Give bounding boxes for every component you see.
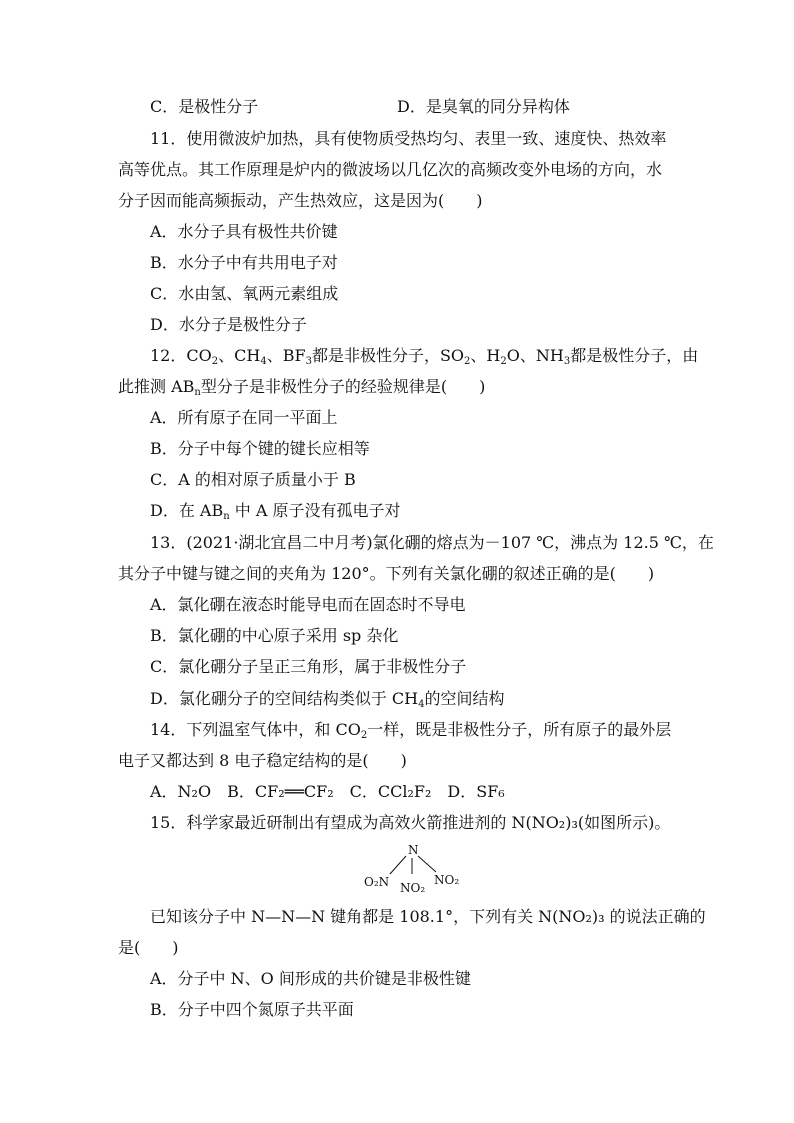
q15-option-a: A．分子中 N、O 间形成的共价键是非极性键: [150, 969, 471, 988]
q13-option-b: B．氯化硼的中心原子采用 sp 杂化: [150, 626, 399, 645]
q11-stem-line2: 高等优点。其工作原理是炉内的微波场以几亿次的高频改变外电场的方向，水: [118, 160, 663, 179]
q13-option-a: A．氯化硼在液态时能导电而在固态时不导电: [150, 595, 466, 614]
q14-stem-line1: 14．下列温室气体中，和 $CO_2$一样，既是非极性分子，所有原子的最外层: [150, 720, 672, 741]
q10-option-d: D．是臭氧的同分异构体: [397, 97, 570, 116]
q12-option-a: A．所有原子在同一平面上: [150, 408, 338, 427]
q15-stem-line2: 已知该分子中 N—N—N 键角都是 108.1°，下列有关 N(NO₂)₃ 的说法正确的: [150, 907, 706, 926]
q15-stem-line3: 是( ): [118, 938, 179, 957]
q12-stem-line1: 12．$CO_2$、$CH_4$、$BF_3$都是非极性分子，$SO_2$、$H_2O$、$NH_3$都是极性分子，由: [150, 346, 699, 367]
diagram-center-atom: N: [408, 843, 419, 857]
q11-stem-line3: 分子因而能高频振动，产生热效应，这是因为( ): [118, 191, 483, 210]
q12-option-c: C．A 的相对原子质量小于 B: [150, 470, 356, 489]
diagram-bond-left: [390, 856, 406, 874]
q11-option-c: C．水由氢、氧两元素组成: [150, 284, 339, 303]
diagram-bottom-group: NO₂: [400, 881, 426, 895]
q10-option-c: C．是极性分子: [150, 97, 259, 116]
q12-option-b: B．分子中每个键的键长应相等: [150, 439, 370, 458]
q12-option-d: D．在 $AB_n$ 中 A 原子没有孤电子对: [150, 501, 401, 522]
diagram-right-group: NO₂: [434, 873, 460, 887]
q15-option-b: B．分子中四个氮原子共平面: [150, 1000, 354, 1019]
q13-option-d: D．氯化硼分子的空间结构类似于 $CH_4$的空间结构: [150, 689, 505, 710]
q15-stem-line1: 15．科学家最近研制出有望成为高效火箭推进剂的 N(NO₂)₃(如图所示)。: [150, 813, 671, 832]
q14-options: A．N₂O B．CF₂══CF₂ C．CCl₂F₂ D．SF₆: [150, 782, 505, 801]
q13-stem-line2: 其分子中键与键之间的夹角为 120°。下列有关氯化硼的叙述正确的是( ): [118, 564, 655, 583]
q11-option-a: A．水分子具有极性共价键: [150, 222, 338, 241]
q11-option-b: B．水分子中有共用电子对: [150, 253, 338, 272]
q11-stem-line1: 11．使用微波炉加热，具有使物质受热均匀、表里一致、速度快、热效率: [150, 129, 667, 148]
n-no2-3-structure-diagram: [360, 840, 470, 896]
diagram-left-group: O₂N: [364, 875, 390, 889]
diagram-bond-right: [418, 856, 436, 872]
q13-option-c: C．氯化硼分子呈正三角形，属于非极性分子: [150, 657, 467, 676]
q12-stem-line2: 此推测 $AB_n$型分子是非极性分子的经验规律是( ): [118, 377, 486, 398]
q13-stem-line1: 13．(2021·湖北宜昌二中月考)氯化硼的熔点为－107 ℃，沸点为 12.5 ℃，在: [150, 533, 714, 552]
q11-option-d: D．水分子是极性分子: [150, 315, 307, 334]
q14-stem-line2: 电子又都达到 8 电子稳定结构的是( ): [118, 751, 407, 770]
